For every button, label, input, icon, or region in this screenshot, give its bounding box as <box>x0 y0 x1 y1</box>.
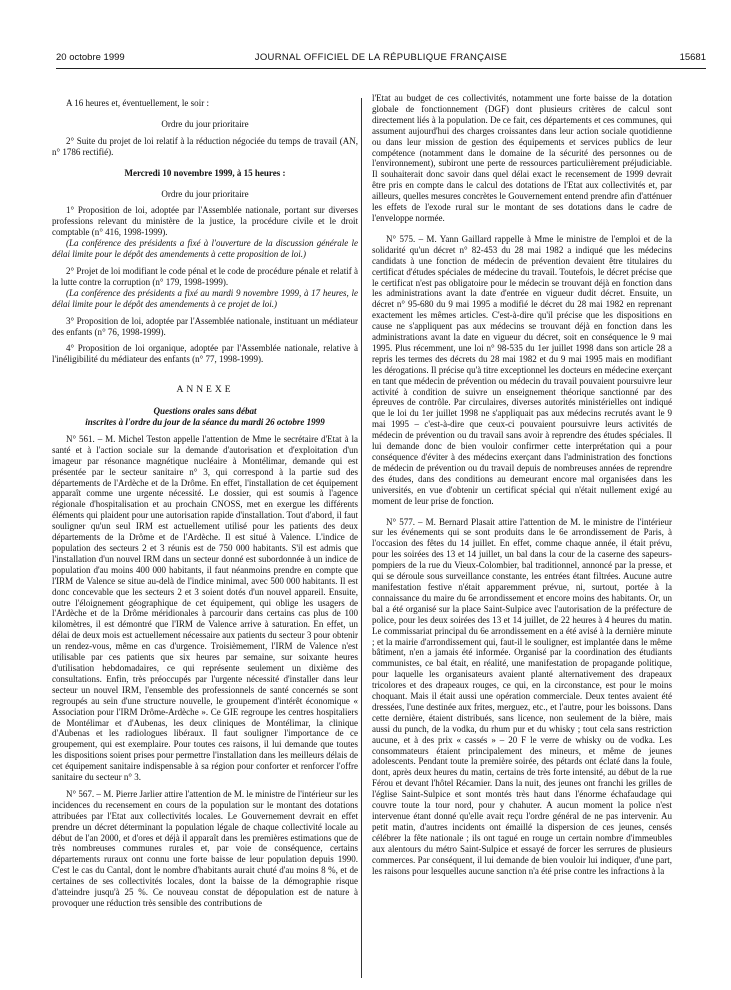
agenda-item: 1° Proposition de loi, adoptée par l'Assemblée nationale, portant sur diverses professions relevant du ministère de la justice, la procédure civile et le droit comptable (n° 416, 1998-1999). <box>52 205 358 238</box>
issue-date: 20 octobre 1999 <box>56 52 125 63</box>
session-date: Mercredi 10 novembre 1999, à 15 heures : <box>124 167 286 178</box>
annex-heading: ANNEXE <box>176 385 234 396</box>
header-rule <box>56 68 706 69</box>
questions-subtitle: inscrites à l'ordre du jour de la séance du mardi 26 octobre 1999 <box>85 417 325 428</box>
question-567: N° 567. – M. Pierre Jarlier attire l'attention de M. le ministre de l'intérieur sur les incidences du recensement en cours de la population sur le montant des dotations attribuées par l'Etat aux collectivités locales. Le Gouvernement devrait en effet prendre un décret déterminant la population légale de chaque collectivité locale au début de l'an 2000, et d'ores et déjà il apparaît dans les premières estimations que de très nombreuses communes rurales et, par voie de conséquence, certains départements ruraux ont connu une forte baisse de leur population depuis 1990. C'est le cas du Cantal, dont le nombre d'habitants aurait chuté d'au moins 8 %, et de certaines de ses collectivités locales, dont la baisse de la démographie risque d'atteindre jusqu'à 25 %. Ce nouveau constat de dépopulation est de nature à provoquer une réduction très sensible des contributions de <box>52 788 358 908</box>
question-561: N° 561. – M. Michel Teston appelle l'attention de Mme le secrétaire d'Etat à la santé et à l'action sociale sur la demande d'autorisation et d'exploitation d'un imageur par résonance magnétique nucléaire à Montélimar, demande qui est présentée par le secteur sanitaire n° 3, qui correspond à la partie sud des départements de l'Ardèche et de la Drôme. En effet, l'installation de cet équipement apparaît comme une urgente nécessité. Le dossier, qui est soumis à l'agence régionale d'hospitalisation et au prochain CNOSS, met en exergue les différents éléments qui plaident pour une autorisation rapide d'installation. Tout d'abord, il faut souligner qu'un seul IRM est actuellement utilisé pour les patients des deux départements de la Drôme et de l'Ardèche. Il est situé à Valence. L'indice de population des secteurs 2 et 3 réunis est de 750 000 habitants. S'il est admis que l'installation d'un nouvel IRM dans un secteur donné est subordonnée à un indice de population d'au moins 400 000 habitants, il faut néanmoins prendre en compte que l'IRM de Valence se situe au-delà de l'indice minimal, avec 500 000 habitants. Il est donc concevable que les secteurs 2 et 3 soient dotés d'un nouvel appareil. Ensuite, outre l'éloignement géographique de cet équipement, qui oblige les usagers de l'Ardèche et de la Drôme méridionales à parcourir dans certains cas plus de 100 kilomètres, il est démontré que l'IRM de Valence arrive à saturation. En effet, un délai de deux mois est actuellement nécessaire aux patients du secteur 3 pour obtenir un rendez-vous, même en cas d'urgence. Troisièmement, l'IRM de Valence n'est utilisable par ces patients que six heures par semaine, sur soixante heures d'utilisation hebdomadaires, ce qui représente seulement un dixième des consultations. Enfin, très préoccupés par l'urgente nécessité d'installer dans leur secteur un nouvel IRM, l'ensemble des professionnels de santé concernés se sont regroupés au sein d'une structure nouvelle, le groupement d'intérêt économique « Association pour l'IRM Drôme-Ardèche ». Ce GIE regroupe les centres hospitaliers de Montélimar et d'Aubenas, les deux cliniques de Montélimar, la clinique d'Aubenas et les radiologues libéraux. Il faut souligner l'importance de ce groupement, qui est exemplaire. Pour toutes ces raisons, il lui demande que toutes les dispositions soient prises pour permettre l'installation dans les meilleurs délais de cet équipement sanitaire indispensable à sa région pour conforter et renforcer l'offre sanitaire du secteur n° 3. <box>52 433 358 783</box>
agenda-heading: Ordre du jour prioritaire <box>161 188 249 199</box>
right-column <box>372 93 672 876</box>
page-number: 15681 <box>679 52 706 63</box>
agenda-item: 4° Proposition de loi organique, adoptée par l'Assemblée nationale, relative à l'inéligibilité du médiateur des enfants (n° 77, 1998-1999). <box>52 343 358 365</box>
question-567-continued: l'Etat au budget de ces collectivités, notamment une forte baisse de la dotation globale de fonctionnement (DGF) dont plusieurs critères de calcul sont directement liés à la population. De ce fait, ces départements et ces communes, qui assument aujourd'hui des charges croissantes dans leur action sociale quotidienne ou dans leur mission de gestion des équipements et services publics de leur compétence (notamment dans le domaine de la sécurité des personnes ou de l'environnement), subiront une perte de ressources particulièrement préjudiciable. Il souhaiterait donc savoir dans quel délai exact le recensement de 1999 devrait être pris en compte dans le calcul des dotations de l'Etat aux collectivités et, par ailleurs, quelles mesures concrètes le Gouvernement entend prendre afin d'atténuer les effets de l'exode rural sur le montant de ses dotations dans le cadre de l'enveloppe normée. <box>372 93 672 223</box>
agenda-item: 2° Projet de loi modifiant le code pénal et le code de procédure pénale et relatif à la lutte contre la corruption (n° 179, 1998-1999). <box>52 265 358 287</box>
agenda-note: (La conférence des présidents a fixé à l'ouverture de la discussion générale le délai limite pour le dépôt des amendements à cette proposition de loi.) <box>52 238 358 260</box>
agenda-item: 3° Proposition de loi, adoptée par l'Assemblée nationale, instituant un médiateur des enfants (n° 76, 1998-1999). <box>52 315 358 337</box>
left-column <box>52 98 358 909</box>
agenda-item: 2° Suite du projet de loi relatif à la réduction négociée du temps de travail (AN, n° 1786 rectifié). <box>52 135 358 157</box>
agenda-heading: Ordre du jour prioritaire <box>161 118 249 129</box>
questions-title: Questions orales sans débat <box>153 406 257 417</box>
session-intro: A 16 heures et, éventuellement, le soir : <box>66 98 209 108</box>
question-577: N° 577. – M. Bernard Plasait attire l'attention de M. le ministre de l'intérieur sur les événements qui se sont produits dans le 6e arrondissement de Paris, à l'occasion des fêtes du 14 juillet. En effet, comme chaque année, il était prévu, pour les soirées des 13 et 14 juillet, un bal dans la cour de la caserne des sapeurs-pompiers de la rue du Vieux-Colombier, bal traditionnel, annoncé par la presse, et qui se déroule sous surveillance constante, les entrées étant filtrées. Aucune autre manifestation festive n'était apparemment prévue, ni, surtout, portée à la connaissance du maire du 6e arrondissement et encore moins des habitants. Or, un bal a été organisé sur la place Saint-Sulpice avec l'autorisation de la préfecture de police, pour les deux soirées des 13 et 14 juillet, de 22 heures à 4 heures du matin. Le commissariat principal du 6e arrondissement en a été avisé à la dernière minute ; et la mairie d'arrondissement qui, faut-il le souligner, est implantée dans le même bâtiment, n'en a jamais été informée. Organisé par la coordination des étudiants communistes, ce bal était, en réalité, une manifestation de propagande politique, pour laquelle les organisateurs avaient planté alternativement des drapeaux tricolores et des drapeaux rouges, ce qui, en la circonstance, est pour le moins choquant. Mais il était aussi une opération commerciale. Deux tentes avaient été dressées, l'une destinée aux frites, merguez, etc., et l'autre, pour les boissons. Dans cette dernière, étaient distribués, sans licence, non seulement de la bière, mais aussi du punch, de la vodka, du rhum pur et du whisky ; tout cela sans restriction aucune, et à des prix « cassés » – 20 F le verre de whisky ou de vodka. Les consommateurs étaient principalement des mineurs, et même de jeunes adolescents. Pendant toute la première soirée, des pétards ont éclaté dans la foule, dont, après deux heures du matin, certains de très forte intensité, au début de la rue Férou et devant l'hôtel Récamier. Dans la nuit, des jeunes ont franchi les grilles de l'église Saint-Sulpice et sont montés très haut dans l'énorme échafaudage qui couvre toute la tour nord, pour y chahuter. A aucun moment la police n'est intervenue étant donné qu'elle avait reçu l'ordre général de ne pas intervenir. Au petit matin, d'autres incidents ont émaillé la dispersion de ces jeunes, censés célébrer la fête nationale ; ils ont tagué en rouge un certain nombre d'immeubles aux alentours du métro Saint-Sulpice et essayé de forcer les serrures de plusieurs commerces. Par conséquent, il lui demande de bien vouloir lui indiquer, d'une part, les raisons pour lesquelles aucune sanction n'a été prise contre les infractions à la <box>372 516 672 876</box>
column-separator <box>361 98 362 978</box>
page-header <box>56 52 706 66</box>
agenda-note: (La conférence des présidents a fixé au mardi 9 novembre 1999, à 17 heures, le délai limite pour le dépôt des amendements à ce projet de loi.) <box>52 287 358 309</box>
question-575: N° 575. – M. Yann Gaillard rappelle à Mme le ministre de l'emploi et de la solidarité qu'un décret n° 82-453 du 28 mai 1982 a indiqué que les médecins candidats à une fonction de médecin de prévention devaient être titulaires du certificat d'études spéciales de médecine du travail. Toutefois, le décret précise que le certificat n'est pas obligatoire pour le médecin se trouvant déjà en fonction dans les administrations avant la date d'entrée en vigueur dudit décret. Ensuite, un décret n° 95-680 du 9 mai 1995 a modifié le décret du 28 mai 1982 en reprenant exactement les mêmes articles. C'est-à-dire qu'il précise que les dispositions en cause ne s'appliquent pas aux médecins se trouvant déjà en fonction dans les administrations avant la date en vigueur du décret, soit en conséquence le 9 mai 1995. Plus récemment, une loi n° 98-535 du 1er juillet 1998 dans son article 28 a repris les termes des décrets du 28 mai 1982 et du 9 mai 1995 mais en modifiant les dérogations. Il précise qu'à titre exceptionnel les docteurs en médecine exerçant en tant que médecin de prévention ou médecin du travail pouvaient poursuivre leur activité à condition de suivre un enseignement théorique sanctionné par des épreuves de contrôle. Par circulaires, diverses autorités ministérielles ont indiqué que le loi du 1er juillet 1998 ne s'appliquait pas aux médecins recrutés avant le 9 mai 1995 – c'est-à-dire que ceux-ci pouvaient poursuivre leurs activités de médecin de prévention ou du travail sans avoir à reprendre des études spéciales. Il lui demande donc de bien vouloir confirmer cette interprétation qui a pour conséquence d'éviter à des médecins exerçant dans l'administration des fonctions de médecin de prévention ou du travail depuis de nombreuses années de reprendre des études, dans des conditions au demeurant encore mal organisées dans les universités, en vue d'obtenir un certificat spécial qui n'était nullement exigé au moment de leur prise de fonction. <box>372 233 672 506</box>
journal-title: JOURNAL OFFICIEL DE LA RÉPUBLIQUE FRANÇAISE <box>254 52 508 63</box>
